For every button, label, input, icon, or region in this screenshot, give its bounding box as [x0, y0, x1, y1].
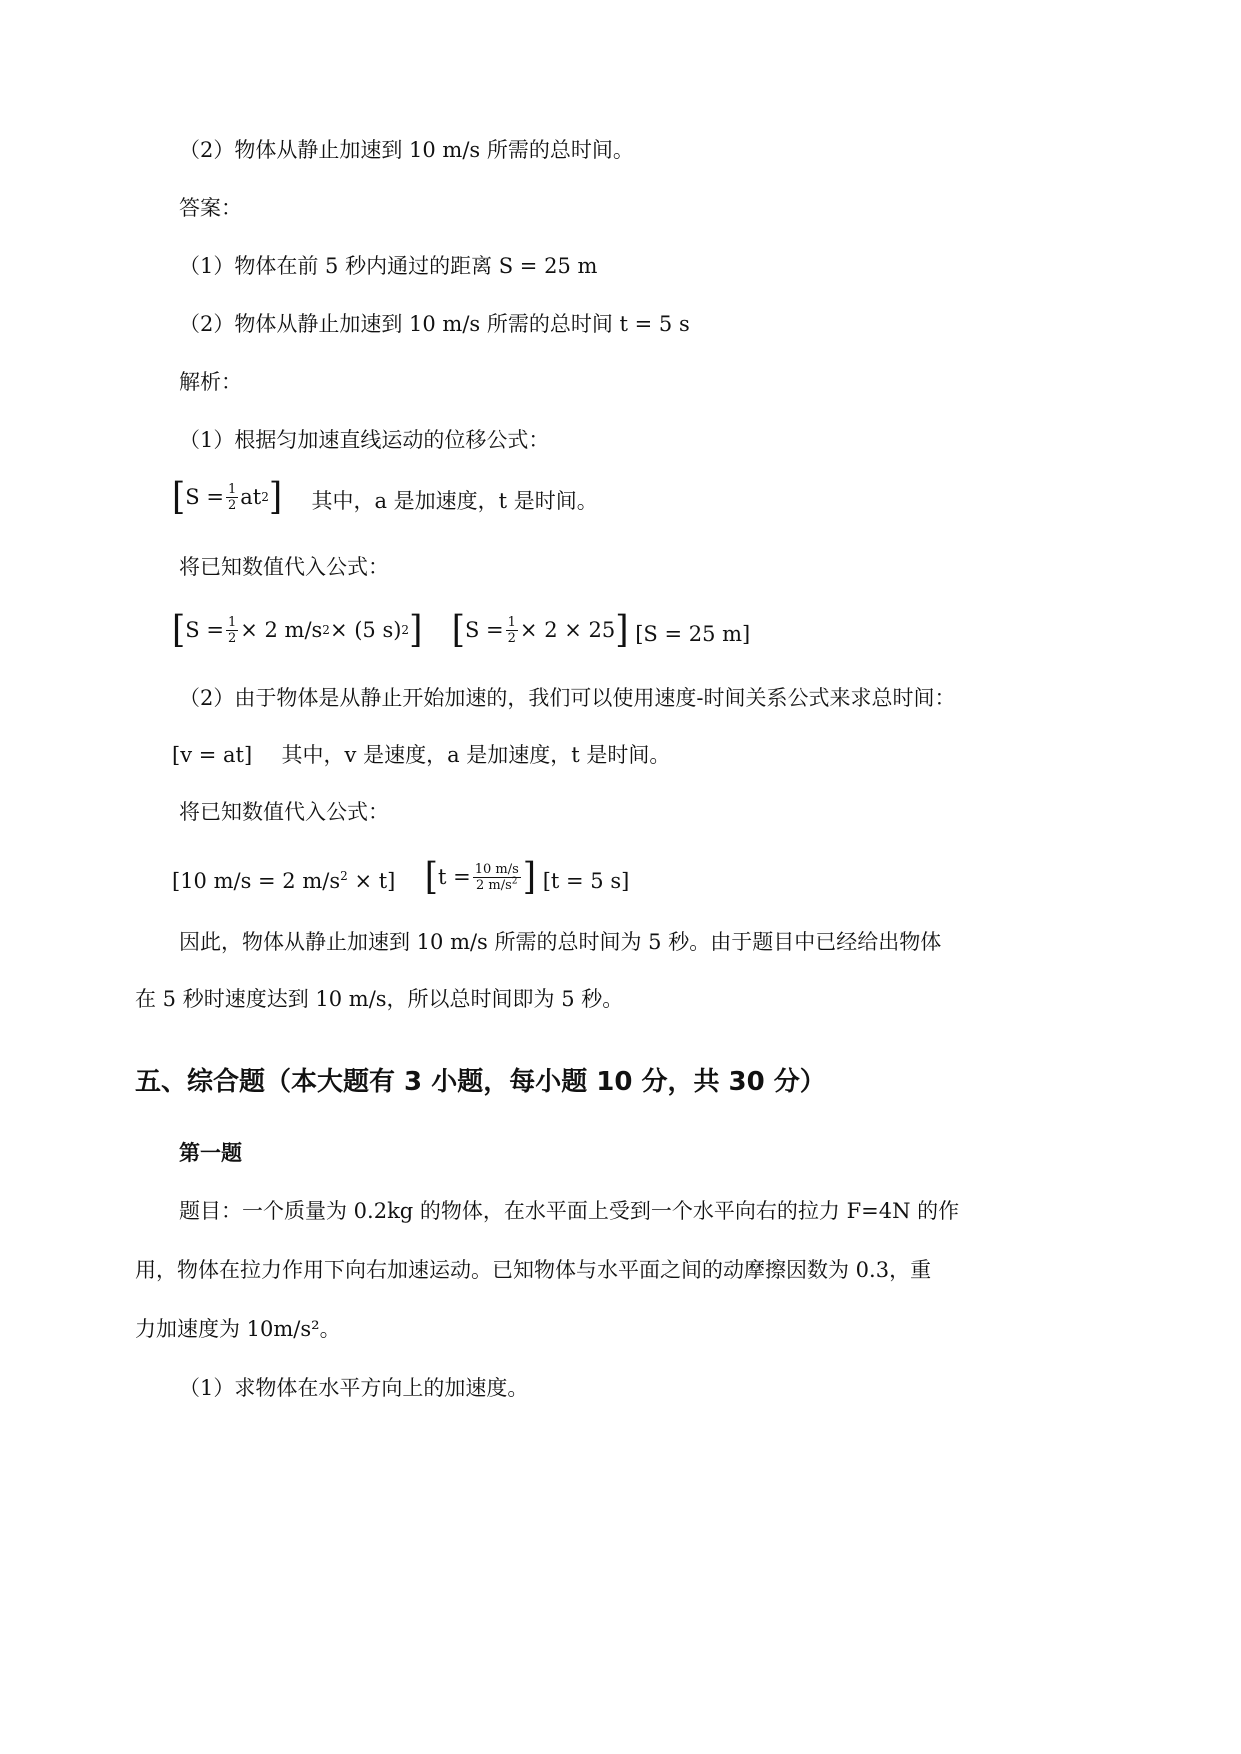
- fraction: [506, 616, 518, 645]
- formula-substitution-c: [S = 25 m]: [635, 622, 751, 646]
- analysis-2-intro: （2）由于物体是从静止开始加速的，我们可以使用速度-时间关系公式来求总时间：: [179, 686, 956, 710]
- formula-mid: × (5 s): [329, 618, 402, 642]
- fraction-numerator: 1: [507, 614, 516, 630]
- bracket-right: ]: [268, 475, 283, 519]
- fraction-denominator: 2: [227, 630, 237, 646]
- bracket-left: [: [172, 608, 186, 652]
- formula-lhs: t =: [437, 865, 471, 889]
- fraction-denominator: 2: [227, 497, 237, 513]
- formula-time-a-post: × t]: [354, 869, 396, 893]
- formula-displacement-note: 其中，a 是加速度，t 是时间。: [311, 489, 598, 513]
- formula-displacement-line: [172, 477, 598, 521]
- fraction: [226, 483, 238, 512]
- analysis-label: 解析：: [179, 370, 242, 394]
- fraction-denominator-base: 2 m/s: [475, 877, 512, 893]
- formula-time-c: [t = 5 s]: [542, 869, 630, 893]
- formula-displacement: [ S = $\frac{1}{2}$ at 2 ]: [172, 475, 283, 519]
- fraction-numerator: 10 m/s: [474, 861, 519, 877]
- problem-label: 第一题: [179, 1141, 242, 1165]
- substitute-label-1: 将已知数值代入公式：: [179, 555, 389, 579]
- fraction: [226, 616, 238, 645]
- bracket-right: ]: [522, 855, 537, 899]
- bracket-right: ]: [409, 608, 423, 652]
- fraction-numerator: 1: [227, 481, 237, 497]
- problem-question-1: （1）求物体在水平方向上的加速度。: [179, 1376, 529, 1400]
- formula-velocity-line: [172, 741, 670, 769]
- exponent: 2: [511, 876, 518, 887]
- formula-body: × 2 × 25: [519, 618, 616, 642]
- bracket-left: [: [451, 608, 465, 652]
- problem-text-2: 用，物体在拉力作用下向右加速运动。已知物体与水平面之间的动摩擦因数为 0.3，重: [135, 1258, 932, 1282]
- bracket-left: [: [424, 855, 438, 899]
- answer-2: （2）物体从静止加速到 10 m/s 所需的总时间 t = 5 s: [179, 312, 690, 336]
- conclusion-line-1: 因此，物体从静止加速到 10 m/s 所需的总时间为 5 秒。由于题目中已经给出物体: [179, 930, 942, 954]
- fraction: [473, 863, 521, 892]
- formula-time-b: [425, 855, 536, 899]
- answer-label: 答案：: [179, 196, 242, 220]
- formula-time-line: [172, 855, 629, 903]
- bracket-right: ]: [615, 608, 629, 652]
- formula-body: × 2 m/s: [240, 618, 323, 642]
- question-2: （2）物体从静止加速到 10 m/s 所需的总时间。: [179, 138, 634, 162]
- formula-velocity-note: 其中，v 是速度，a 是加速度，t 是时间。: [281, 743, 671, 767]
- substitute-label-2: 将已知数值代入公式：: [179, 800, 389, 824]
- section-heading: 五、综合题（本大题有 3 小题，每小题 10 分，共 30 分）: [135, 1067, 826, 1097]
- fraction-denominator: 2: [507, 630, 516, 646]
- formula-velocity: [v = at]: [172, 743, 253, 767]
- formula-lhs: S =: [185, 618, 224, 642]
- formula-lhs: S =: [185, 485, 224, 509]
- answer-1: （1）物体在前 5 秒内通过的距离 S = 25 m: [179, 254, 598, 278]
- formula-substitution-line: [172, 610, 750, 654]
- fraction-numerator: 1: [227, 614, 237, 630]
- analysis-1-intro: （1）根据匀加速直线运动的位移公式：: [179, 428, 550, 452]
- formula-time-a: [172, 869, 395, 893]
- formula-lhs: S =: [464, 618, 504, 642]
- conclusion-line-2: 在 5 秒时速度达到 10 m/s，所以总时间即为 5 秒。: [135, 987, 624, 1011]
- exponent: 2: [340, 869, 348, 883]
- formula-substitution-b: [452, 610, 629, 650]
- formula-body: at: [240, 485, 262, 509]
- problem-text-1: 题目：一个质量为 0.2kg 的物体，在水平面上受到一个水平向右的拉力 F=4N 的作: [179, 1199, 960, 1223]
- formula-substitution-a: [ S = $\frac{1}{2}$ × 2 m/s 2 × (5 s) 2 ]: [172, 608, 423, 652]
- formula-time-a-pre: [10 m/s = 2 m/s: [172, 869, 341, 893]
- problem-text-3: 力加速度为 10m/s²。: [135, 1317, 341, 1341]
- fraction-denominator: [476, 878, 518, 892]
- bracket-left: [: [172, 475, 186, 519]
